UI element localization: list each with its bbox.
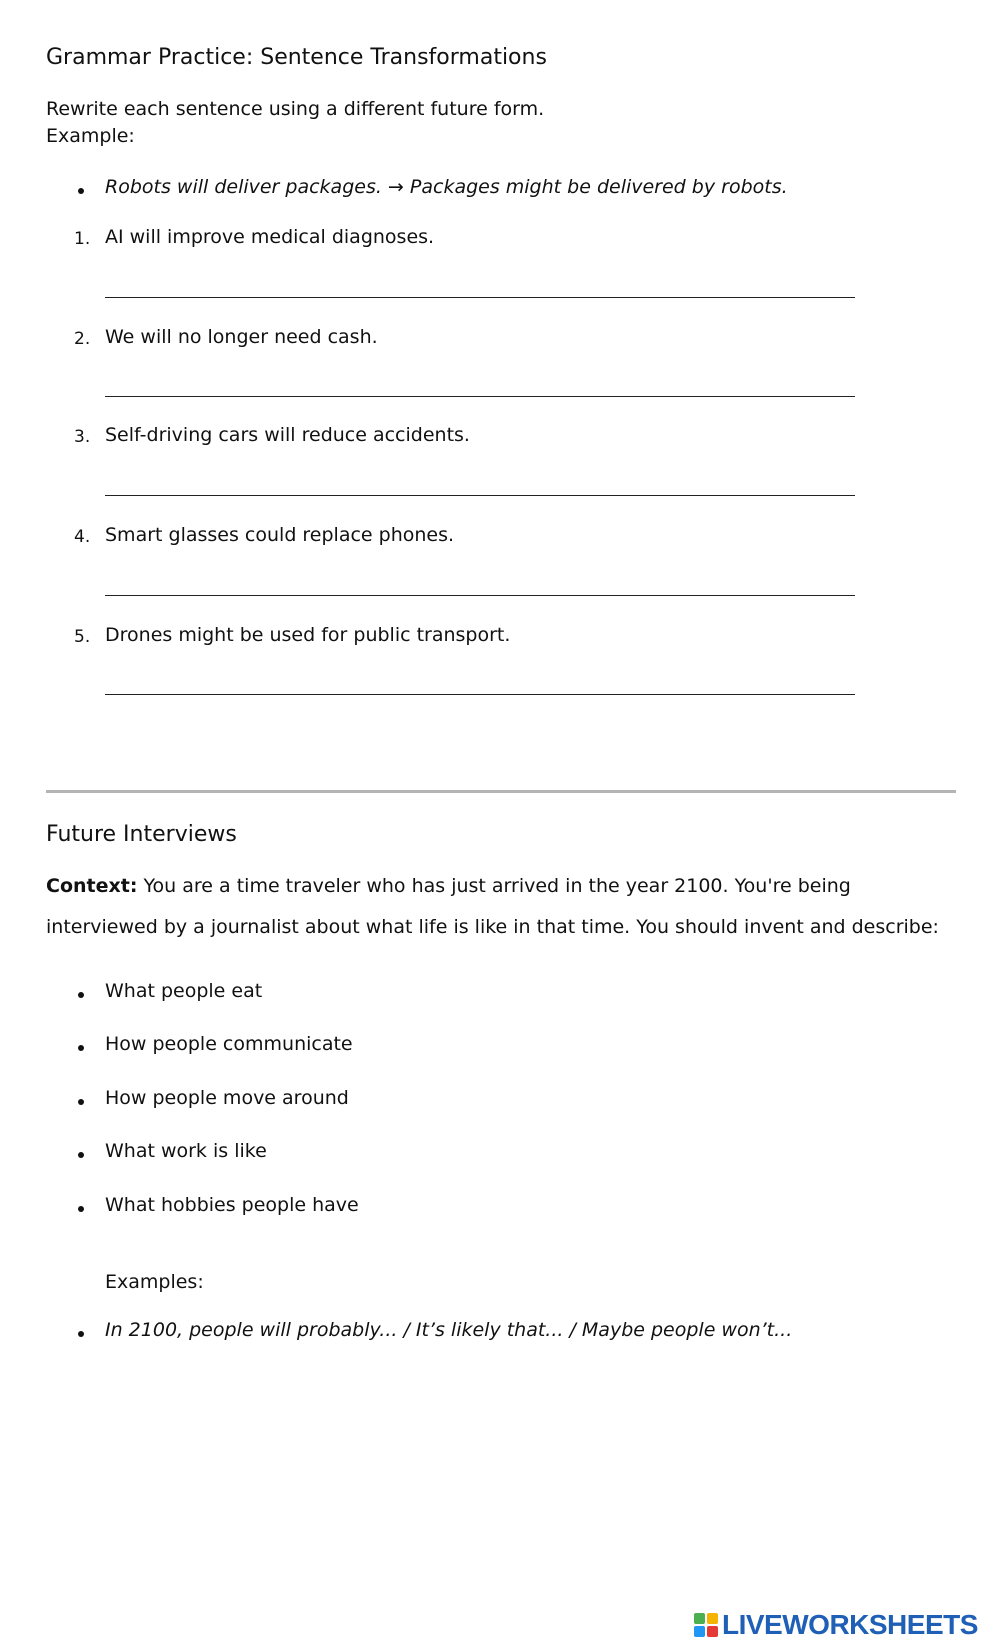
section1-example-sentence: Robots will deliver packages. → Packages might be delivered by robots. xyxy=(105,176,788,198)
bullet-icon xyxy=(78,188,84,194)
liveworksheets-logo xyxy=(694,1610,978,1640)
topic-item: How people move around xyxy=(105,1087,349,1109)
section1-example-label: Example: xyxy=(46,125,135,147)
topic-item: How people communicate xyxy=(105,1033,353,1055)
item-number: 4. xyxy=(74,527,91,547)
item-text: Smart glasses could replace phones. xyxy=(105,524,455,546)
context-label: Context: xyxy=(46,875,138,897)
section-divider xyxy=(46,790,956,793)
section1-instruction: Rewrite each sentence using a different future form. xyxy=(46,98,545,120)
item-text: Self-driving cars will reduce accidents. xyxy=(105,424,470,446)
item-number: 2. xyxy=(74,329,91,349)
bullet-icon xyxy=(78,1099,84,1105)
section1-title: Grammar Practice: Sentence Transformations xyxy=(46,45,547,70)
bullet-icon xyxy=(78,1206,84,1212)
answer-line-3[interactable] xyxy=(105,495,855,496)
item-text: We will no longer need cash. xyxy=(105,326,378,348)
section2-title: Future Interviews xyxy=(46,822,237,847)
examples-label: Examples: xyxy=(105,1271,204,1293)
item-number: 1. xyxy=(74,229,91,249)
bullet-icon xyxy=(78,1152,84,1158)
bullet-icon xyxy=(78,992,84,998)
topic-item: What people eat xyxy=(105,980,263,1002)
item-text: AI will improve medical diagnoses. xyxy=(105,226,435,248)
bullet-icon xyxy=(78,1045,84,1051)
topic-item: What work is like xyxy=(105,1140,267,1162)
answer-line-4[interactable] xyxy=(105,595,855,596)
liveworksheets-logo-icon xyxy=(694,1613,718,1637)
context-text-line2: interviewed by a journalist about what life is like in that time. You should invent and describe: xyxy=(46,916,939,938)
section2-example-sentence: In 2100, people will probably... / It’s likely that... / Maybe people won’t... xyxy=(105,1319,793,1341)
answer-line-5[interactable] xyxy=(105,694,855,695)
section2-context xyxy=(46,875,851,897)
bullet-icon xyxy=(78,1331,84,1337)
topic-item: What hobbies people have xyxy=(105,1194,359,1216)
item-number: 3. xyxy=(74,427,91,447)
item-number: 5. xyxy=(74,627,91,647)
answer-line-1[interactable] xyxy=(105,297,855,298)
answer-line-2[interactable] xyxy=(105,396,855,397)
logo-text: LIVEWORKSHEETS xyxy=(722,1609,978,1640)
context-text-line1: You are a time traveler who has just arrived in the year 2100. You're being xyxy=(137,875,851,897)
item-text: Drones might be used for public transport. xyxy=(105,624,511,646)
